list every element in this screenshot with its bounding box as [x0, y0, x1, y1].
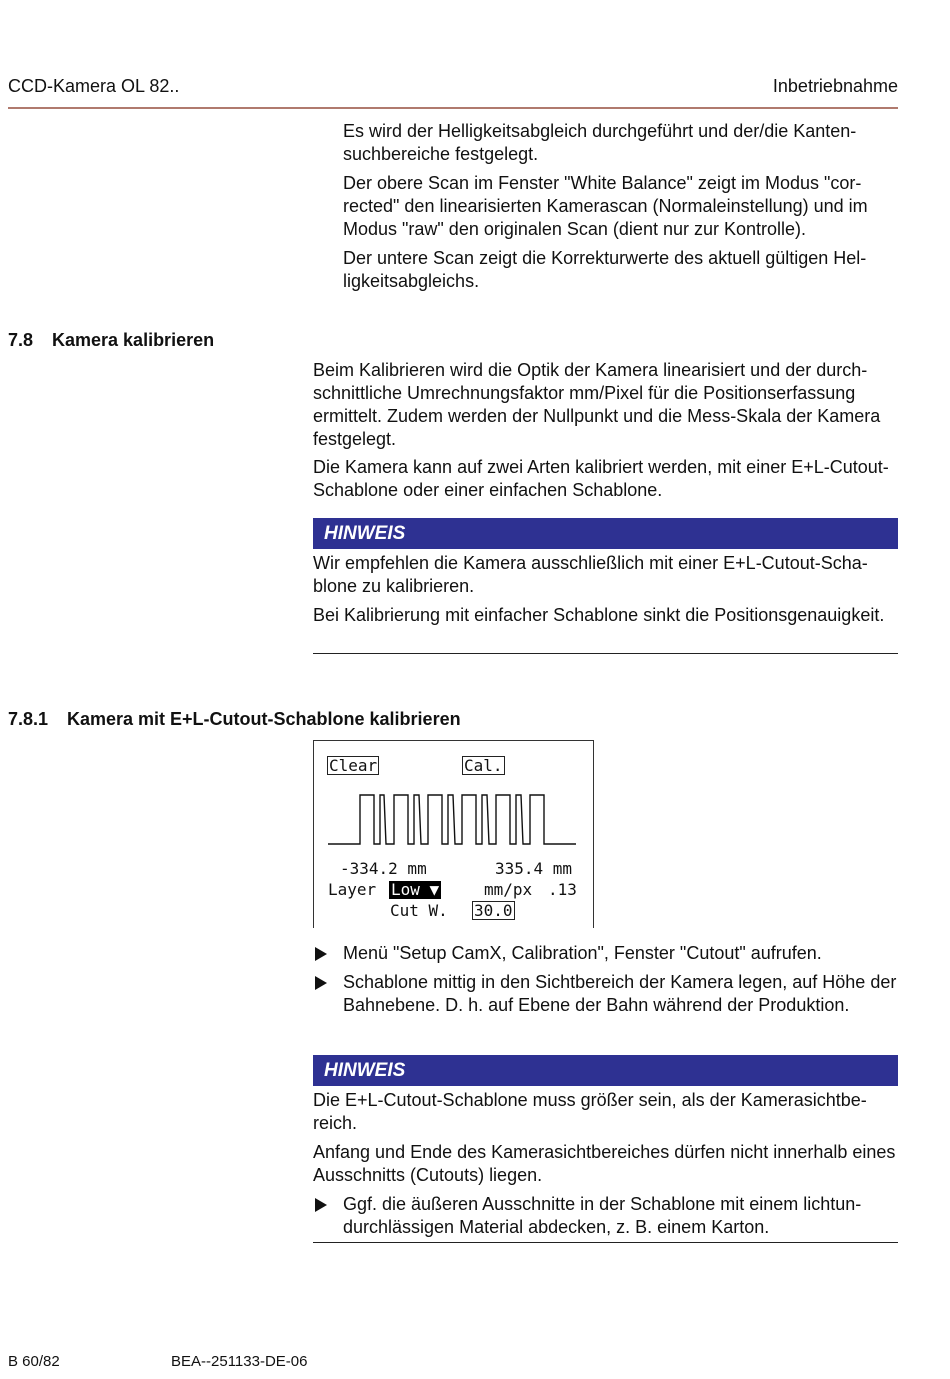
bullet-text: Menü "Setup CamX, Calibration", Fenster "Cutout" aufrufen.	[343, 943, 822, 963]
page-header-left: CCD-Kamera OL 82..	[8, 76, 180, 96]
subsection-title: Kamera mit E+L-Cutout-Schablone kalibrieren	[67, 709, 461, 729]
hinweis-2-rule	[313, 1242, 898, 1243]
layer-label: Layer	[328, 880, 377, 899]
bullet-item-2	[313, 971, 899, 1017]
right-position-value: 335.4 mm	[495, 859, 573, 878]
bullet-triangle-icon	[315, 947, 327, 961]
cut-width-field[interactable]: 30.0	[474, 901, 513, 920]
hinweis-1-paragraph-2: Bei Kalibrierung mit einfacher Schablone sinkt die Positionsgenauigkeit.	[313, 605, 885, 625]
bullet-triangle-icon	[315, 976, 327, 990]
layer-dropdown[interactable]: Low ▼	[391, 880, 440, 899]
bullet-triangle-icon	[315, 1198, 327, 1212]
hinweis-1-rule	[313, 653, 898, 654]
section-7-8-paragraph-2: Die Kamera kann auf zwei Arten kalibriert werden, mit einer E+L-Cutout-Schablone oder einer einfachen Schablone.	[313, 457, 889, 500]
mmpx-label: mm/px	[484, 880, 533, 899]
mmpx-value: .13	[548, 880, 577, 899]
subsection-number: 7.8.1	[8, 709, 49, 729]
section-heading-7-8	[8, 330, 214, 351]
cut-width-label: Cut W.	[390, 901, 448, 920]
hinweis-2-paragraph-2: Anfang und Ende des Kamerasichtbereiches dürfen nicht innerhalb eines Ausschnitts (Cutouts) liegen.	[313, 1142, 896, 1185]
document-id: BEA--251133-DE-06	[171, 1353, 308, 1370]
hinweis-2-paragraph-1: Die E+L-Cutout-Schablone muss größer sein, als der Kamerasichtbereich.	[313, 1090, 867, 1133]
section-7-8-paragraph-1: Beim Kalibrieren wird die Optik der Kamera linearisiert und der durchschnittliche Umrechnungsfaktor mm/Pixel für die Positionserfassung ermittelt. Zudem werden der Nullpunkt und die Mess-Skala der Kamera festgelegt.	[313, 360, 881, 449]
page-number: B 60/82	[8, 1353, 60, 1370]
section-number: 7.8	[8, 330, 34, 350]
intro-paragraph-1: Es wird der Helligkeitsabgleich durchgeführt und der/die Kantensuchbereiche festgelegt.	[343, 121, 857, 164]
cal-button[interactable]: Cal.	[464, 756, 503, 775]
intro-paragraph-3: Der untere Scan zeigt die Korrekturwerte des aktuell gültigen Helligkeitsabgleichs.	[343, 248, 867, 291]
bullet-item-1	[313, 942, 899, 965]
header-rule	[8, 107, 898, 109]
hinweis-bar-2: HINWEIS	[313, 1055, 898, 1086]
intro-paragraph-2: Der obere Scan im Fenster "White Balance" zeigt im Modus "corrected" den linearisierten Kamerascan (Normaleinstellung) und im Modus "raw" den originalen Scan (dient nur zur Kontrolle).	[343, 173, 868, 239]
hinweis-bar-1: HINWEIS	[313, 518, 898, 549]
scan-waveform	[328, 791, 578, 851]
left-position-value: -334.2 mm	[340, 859, 427, 878]
page-header-right: Inbetriebnahme	[772, 76, 898, 96]
bullet-text: Schablone mittig in den Sichtbereich der Kamera legen, auf Höhe der Bahnebene. D. h. auf Ebene der Bahn während der Produktion.	[343, 972, 897, 1015]
clear-button[interactable]: Clear	[329, 756, 378, 775]
section-title: Kamera kalibrieren	[52, 330, 215, 350]
bullet-text: Ggf. die äußeren Ausschnitte in der Schablone mit einem lichtundurchlässigen Material abdecken, z. B. einem Karton.	[343, 1194, 862, 1237]
cutout-screen-figure	[313, 740, 594, 928]
bullet-item-3	[313, 1193, 899, 1239]
hinweis-1-paragraph-1: Wir empfehlen die Kamera ausschließlich mit einer E+L-Cutout-Schablone zu kalibrieren.	[313, 553, 868, 596]
section-heading-7-8-1	[8, 709, 461, 730]
